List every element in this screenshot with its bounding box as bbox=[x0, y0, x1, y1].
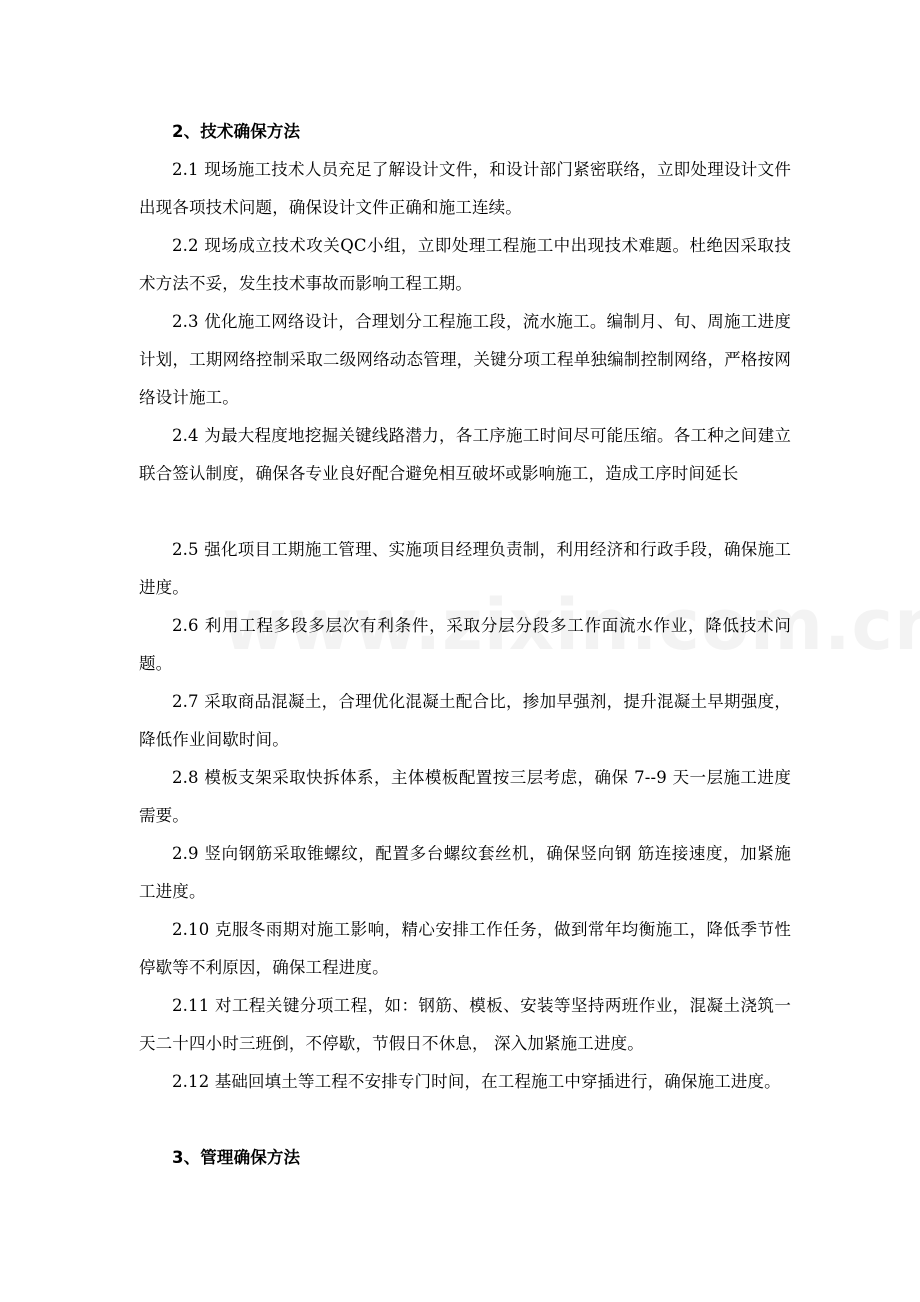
paragraph-2-3: 2.3 优化施工网络设计，合理划分工程施工段，流水施工。编制月、旬、周施工进度计划，工期网络控制采取二级网络动态管理，关键分项工程单独编制控制网络，严格按网络设计施工。 bbox=[139, 312, 791, 407]
paragraph-2-6: 2.6 利用工程多段多层次有利条件，采取分层分段多工作面流水作业，降低技术问题。 bbox=[139, 616, 791, 673]
paragraph-2-10: 2.10 克服冬雨期对施工影响，精心安排工作任务，做到常年均衡施工，降低季节性停歇等不利原因，确保工程进度。 bbox=[139, 920, 791, 977]
section-heading-2: 2、技术确保方法 bbox=[172, 122, 301, 141]
paragraph-2-12: 2.12 基础回填土等工程不安排专门时间，在工程施工中穿插进行，确保施工进度。 bbox=[172, 1072, 781, 1091]
paragraph-2-5: 2.5 强化项目工期施工管理、实施项目经理负责制，利用经济和行政手段，确保施工进度。 bbox=[139, 540, 791, 597]
section-heading-3: 3、管理确保方法 bbox=[172, 1148, 301, 1167]
paragraph-2-4: 2.4 为最大程度地挖掘关键线路潜力，各工序施工时间尽可能压缩。各工种之间建立联合签认制度，确保各专业良好配合避免相互破坏或影响施工，造成工序时间延长 bbox=[139, 426, 791, 483]
paragraph-2-11: 2.11 对工程关键分项工程，如：钢筋、模板、安装等坚持两班作业，混凝土浇筑一天二十四小时三班倒，不停歇，节假日不休息， 深入加紧施工进度。 bbox=[139, 996, 791, 1053]
paragraph-2-9: 2.9 竖向钢筋采取锥螺纹，配置多台螺纹套丝机，确保竖向钢 筋连接速度，加紧施工进度。 bbox=[139, 844, 791, 901]
paragraph-2-7: 2.7 采取商品混凝土，合理优化混凝土配合比，掺加早强剂，提升混凝土早期强度，降低作业间歇时间。 bbox=[139, 692, 791, 749]
paragraph-2-8: 2.8 模板支架采取快拆体系，主体模板配置按三层考虑，确保 7--9 天一层施工进度需要。 bbox=[139, 768, 791, 825]
paragraph-2-2: 2.2 现场成立技术攻关QC小组，立即处理工程施工中出现技术难题。杜绝因采取技术方法不妥，发生技术事故而影响工程工期。 bbox=[139, 236, 791, 293]
paragraph-2-1: 2.1 现场施工技术人员充足了解设计文件，和设计部门紧密联络，立即处理设计文件出现各项技术问题，确保设计文件正确和施工连续。 bbox=[139, 160, 791, 217]
